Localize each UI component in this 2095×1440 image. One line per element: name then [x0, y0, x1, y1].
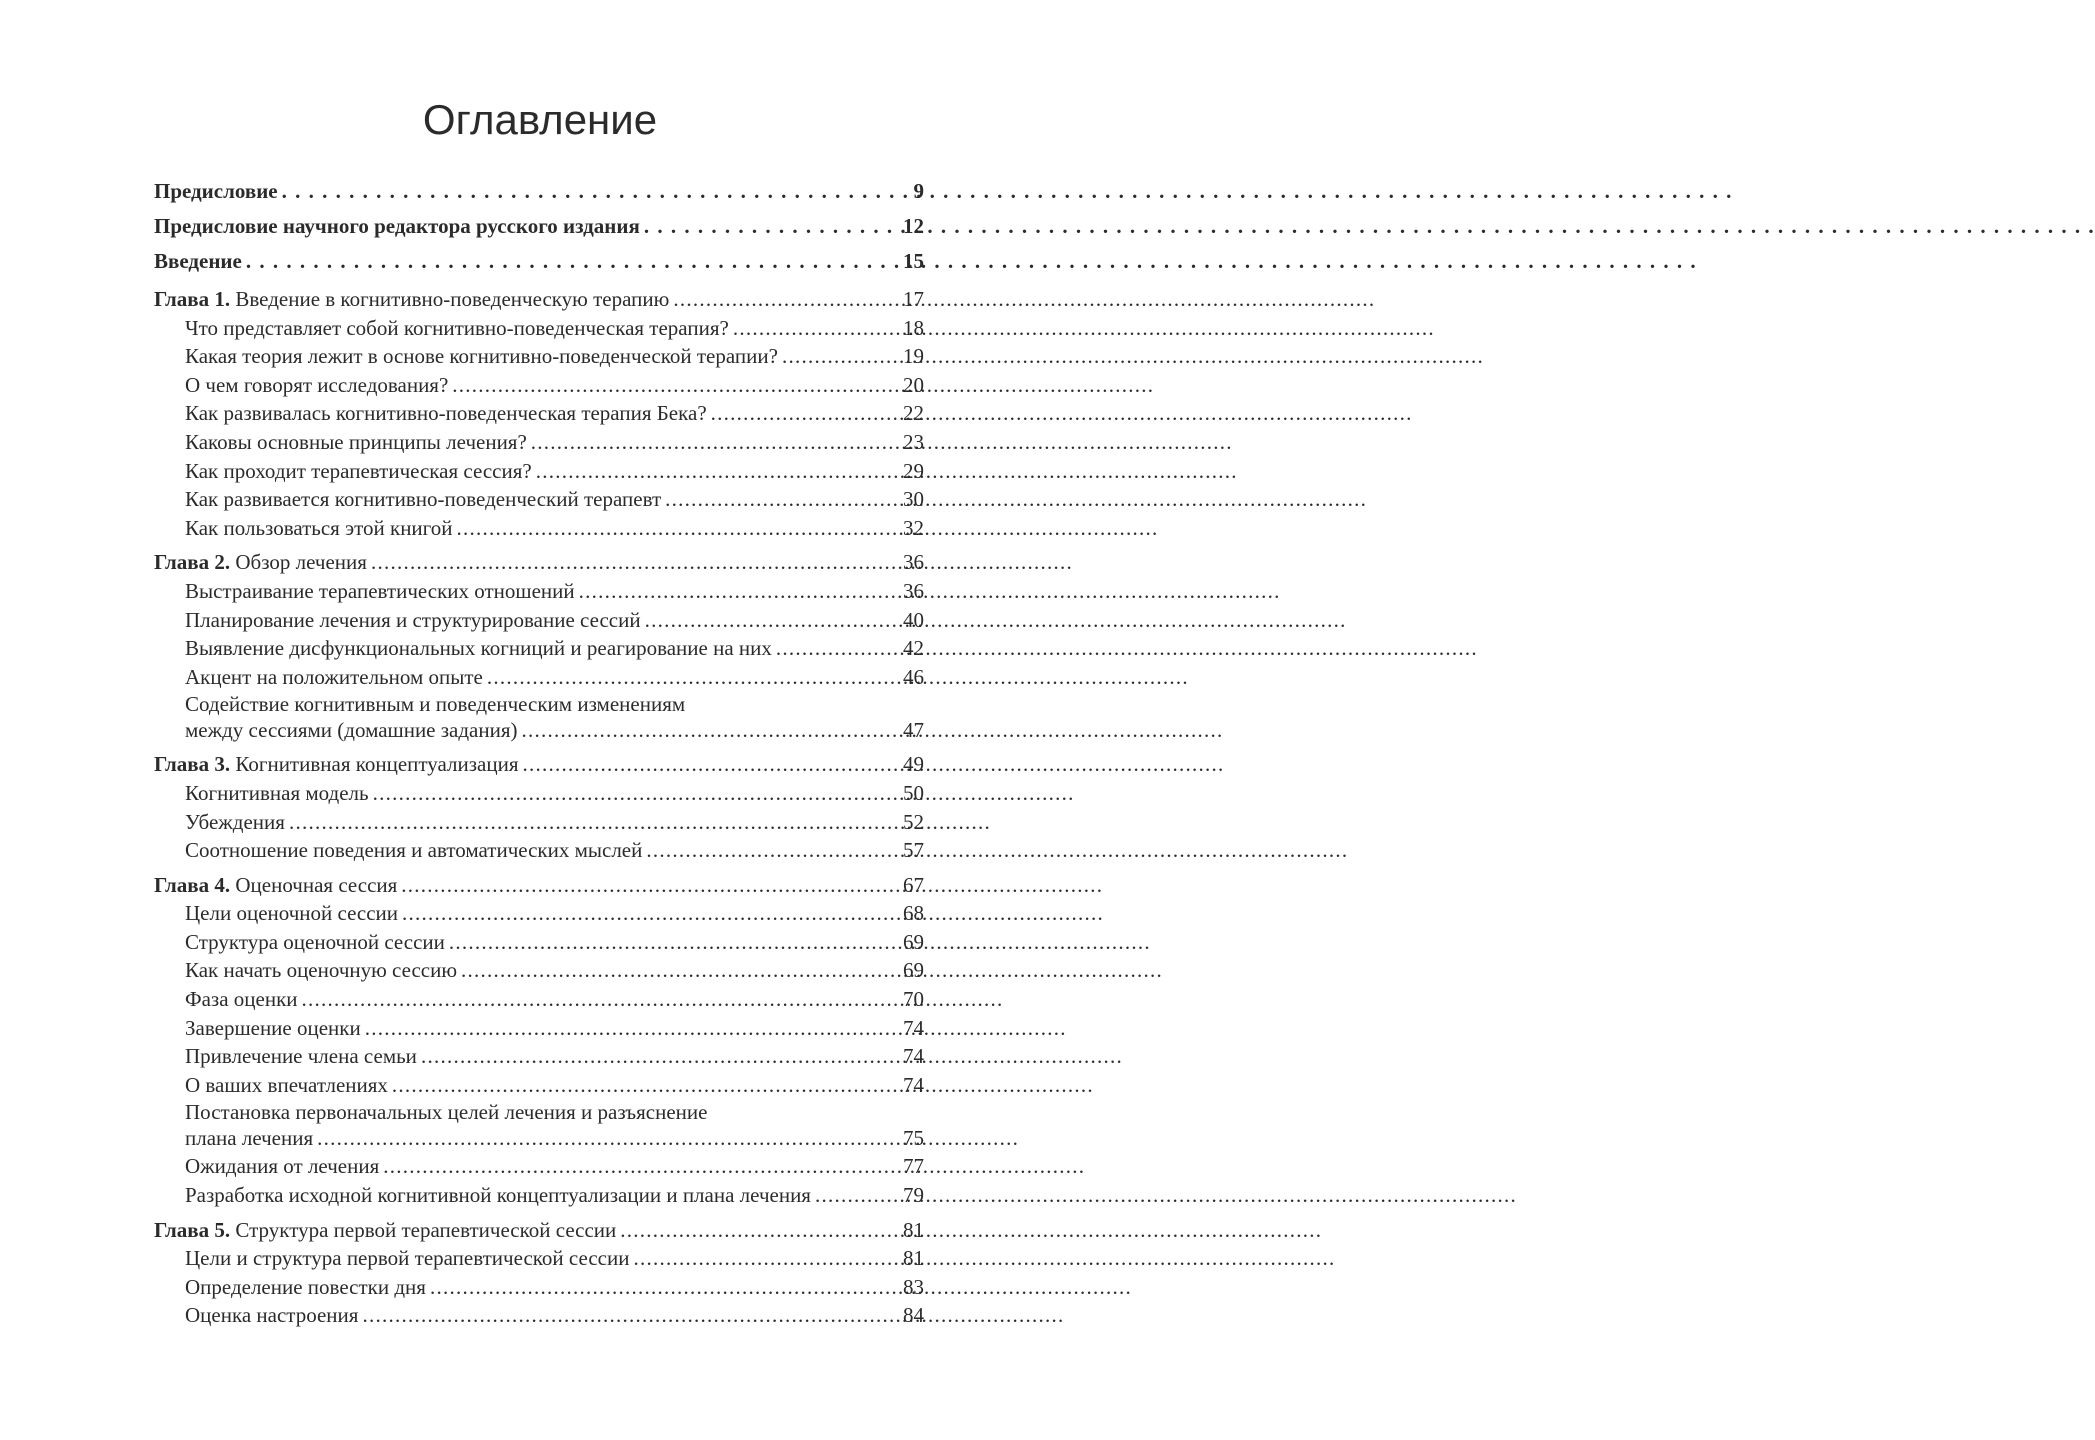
toc-entry-label [185, 428, 527, 457]
page-number: 36 [903, 550, 924, 575]
toc-entry-label [185, 1042, 417, 1071]
toc-entry-label [185, 808, 285, 837]
toc-section-entry[interactable] [154, 371, 924, 400]
toc-entry-label [185, 1273, 426, 1302]
dot-leader [362, 1301, 899, 1330]
page-number: 15 [903, 249, 924, 273]
toc-entry-label [185, 457, 532, 486]
dot-leader [646, 836, 899, 865]
dot-leader [317, 1125, 899, 1152]
toc-entry-title: Фаза оценки [185, 987, 298, 1012]
dot-leader [457, 514, 899, 543]
page-number: 50 [903, 780, 924, 805]
toc-entry-title: Привлечение члена семьи [185, 1044, 417, 1069]
toc-entry-title: Обзор лечения [235, 550, 367, 575]
page-number: 68 [903, 901, 924, 926]
toc-entry-title: Какая теория лежит в основе когнитивно-поведенческой терапии? [185, 344, 778, 369]
dot-leader [383, 1152, 899, 1181]
toc-entry-label [185, 485, 661, 514]
toc-entry-title: Цели и структура первой терапевтической сессии [185, 1246, 630, 1271]
toc-entry-title: Оценочная сессия [235, 872, 398, 897]
dot-leader [302, 985, 899, 1014]
page-number: 77 [903, 1154, 924, 1179]
dot-leader [531, 428, 899, 457]
toc-section-entry[interactable] [154, 457, 924, 486]
toc-entry-label [185, 1181, 811, 1210]
dot-leader [665, 485, 899, 514]
page-number: 46 [903, 664, 924, 689]
page-number: 70 [903, 987, 924, 1012]
dot-leader [815, 1181, 899, 1210]
toc-entry-label [185, 717, 518, 744]
dot-leader [452, 371, 899, 400]
toc-section-entry[interactable] [154, 342, 924, 371]
toc-entry-label [185, 342, 778, 371]
toc-entry-label [185, 899, 398, 928]
toc-entry-title: Каковы основные принципы лечения? [185, 429, 527, 454]
toc-entry-title: Когнитивная модель [185, 780, 369, 805]
toc-chapter-entry[interactable] [154, 1216, 924, 1245]
chapter-number: Глава 4. [154, 872, 231, 897]
table-of-contents [154, 174, 924, 1330]
page-number: 12 [903, 214, 924, 238]
dot-leader [392, 1071, 899, 1100]
page-number: 79 [903, 1183, 924, 1208]
page-number: 74 [903, 1072, 924, 1097]
toc-section-entry[interactable] [154, 836, 924, 865]
page-number: 81 [903, 1217, 924, 1242]
toc-section-entry[interactable] [154, 314, 924, 343]
toc-entry-label [185, 663, 483, 692]
toc-entry-title: плана лечения [185, 1126, 314, 1151]
toc-section-entry[interactable] [154, 1014, 924, 1043]
toc-entry-title: Как пользоваться этой книгой [185, 515, 453, 540]
dot-leader [782, 342, 899, 371]
toc-entry-first-line: Постановка первоначальных целей лечения и разъяснение [185, 1100, 708, 1125]
toc-entry-label [185, 314, 729, 343]
toc-entry-label [185, 956, 457, 985]
toc-entry-title: Введение [154, 249, 242, 273]
page-number: 40 [903, 607, 924, 632]
toc-entry-label [185, 836, 642, 865]
dot-leader [673, 285, 895, 314]
chapter-number: Глава 2. [154, 550, 231, 575]
toc-entry-label [154, 1216, 616, 1245]
chapter-number: Глава 1. [154, 287, 231, 311]
toc-entry-label [185, 606, 641, 635]
dot-leader [402, 899, 899, 928]
page-number: 69 [903, 929, 924, 954]
toc-entry-title: О ваших впечатлениях [185, 1072, 388, 1097]
toc-entry-label [154, 871, 397, 900]
page-number: 36 [903, 578, 924, 603]
toc-entry-label [185, 1301, 358, 1330]
toc-entry-label [154, 750, 519, 779]
toc-entry-label [185, 371, 448, 400]
toc-chapter-entry[interactable] [154, 871, 924, 900]
page-number: 84 [903, 1303, 924, 1328]
toc-section-entry[interactable] [154, 899, 924, 928]
toc-entry-label [185, 577, 575, 606]
dot-leader [644, 209, 899, 244]
page-number: 19 [903, 344, 924, 369]
toc-section-entry[interactable] [154, 779, 924, 808]
page-number: 81 [903, 1246, 924, 1271]
toc-entry-title: Выявление дисфункциональных когниций и реагирование на них [185, 636, 772, 661]
toc-section-entry[interactable] [154, 514, 924, 543]
dot-leader [371, 548, 895, 577]
page-title: Оглавление [422, 96, 658, 143]
toc-section-entry[interactable] [154, 1071, 924, 1100]
page-number: 67 [903, 872, 924, 897]
toc-entry-label [185, 779, 369, 808]
toc-section-entry[interactable] [154, 985, 924, 1014]
chapter-number: Глава 3. [154, 752, 231, 777]
toc-entry-title: Как развивается когнитивно-поведенческий терапевт [185, 487, 662, 512]
toc-entry-label [185, 1125, 313, 1152]
page-number: 30 [903, 487, 924, 512]
page-number: 22 [903, 401, 924, 426]
dot-leader [449, 928, 899, 957]
toc-section-entry[interactable] [154, 399, 924, 428]
page-number: 29 [903, 458, 924, 483]
toc-top-entry[interactable] [154, 209, 924, 244]
toc-section-entry[interactable] [154, 577, 924, 606]
toc-section-entry[interactable] [154, 485, 924, 514]
toc-section-entry[interactable] [154, 1152, 924, 1181]
toc-section-entry[interactable] [154, 1181, 924, 1210]
dot-leader [733, 314, 899, 343]
dot-leader [365, 1014, 899, 1043]
dot-leader [633, 1244, 899, 1273]
dot-leader [430, 1273, 899, 1302]
toc-section-entry[interactable] [154, 1301, 924, 1330]
toc-section-entry[interactable] [154, 717, 924, 744]
toc-entry-label [185, 634, 772, 663]
toc-section-entry[interactable] [154, 928, 924, 957]
page-number: 57 [903, 838, 924, 863]
dot-leader [645, 606, 899, 635]
dot-leader [522, 717, 899, 744]
toc-section-entry[interactable] [154, 1273, 924, 1302]
dot-leader [711, 399, 899, 428]
page-number: 52 [903, 809, 924, 834]
toc-entry-title: Структура оценочной сессии [185, 929, 445, 954]
toc-entry-label [154, 209, 640, 244]
dot-leader [579, 577, 899, 606]
toc-entry-title: Когнитивная концептуализация [235, 752, 519, 777]
toc-entry-title: Убеждения [185, 809, 285, 834]
toc-entry-first-line: Содействие когнитивным и поведенческим изменениям [185, 692, 686, 717]
toc-entry-label [185, 1014, 361, 1043]
toc-section-entry[interactable] [154, 808, 924, 837]
toc-entry-title: Ожидания от лечения [185, 1154, 380, 1179]
dot-leader [289, 808, 899, 837]
toc-section-entry[interactable] [154, 1125, 924, 1152]
toc-entry-title: Оценка настроения [185, 1303, 359, 1328]
page-number: 18 [903, 315, 924, 340]
toc-top-entry[interactable] [154, 174, 924, 209]
toc-entry-title: Что представляет собой когнитивно-поведенческая терапия? [185, 315, 729, 340]
dot-leader [421, 1042, 899, 1071]
page-number: 23 [903, 429, 924, 454]
toc-entry-title: Акцент на положительном опыте [185, 664, 483, 689]
dot-leader [620, 1216, 895, 1245]
page-number: 74 [903, 1044, 924, 1069]
toc-entry-label [185, 928, 445, 957]
toc-section-entry[interactable] [154, 1042, 924, 1071]
dot-leader [523, 750, 896, 779]
toc-entry-title: Предисловие научного редактора русского издания [154, 214, 640, 238]
page-number: 17 [903, 287, 924, 311]
toc-entry-title: Выстраивание терапевтических отношений [185, 578, 575, 603]
toc-entry-label [154, 244, 242, 279]
toc-entry-label [185, 399, 707, 428]
toc-entry-label [185, 1244, 629, 1273]
toc-entry-title: Разработка исходной когнитивной концептуализации и плана лечения [185, 1183, 811, 1208]
toc-entry-title: между сессиями (домашние задания) [185, 718, 518, 743]
chapter-number: Глава 5. [154, 1217, 231, 1242]
dot-leader [461, 956, 899, 985]
toc-entry-title: Введение в когнитивно-поведенческую терапию [235, 287, 670, 311]
toc-entry-label [185, 1152, 379, 1181]
page-number: 75 [903, 1126, 924, 1151]
toc-entry-title: Завершение оценки [185, 1015, 361, 1040]
toc-entry-title: Как начать оценочную сессию [185, 958, 458, 983]
page-number: 20 [903, 372, 924, 397]
toc-entry-label [185, 985, 298, 1014]
toc-top-entry[interactable] [154, 244, 924, 279]
page-number: 9 [913, 179, 924, 203]
toc-section-entry[interactable] [154, 663, 924, 692]
toc-entry-title: Как проходит терапевтическая сессия? [185, 458, 532, 483]
toc-section-entry[interactable] [154, 428, 924, 457]
toc-section-entry[interactable] [154, 1244, 924, 1273]
page-number: 74 [903, 1015, 924, 1040]
toc-section-entry[interactable] [154, 606, 924, 635]
dot-leader [487, 663, 899, 692]
toc-chapter-entry[interactable] [154, 285, 924, 314]
toc-section-entry[interactable] [154, 634, 924, 663]
toc-entry-title: Как развивалась когнитивно-поведенческая терапия Бека? [185, 401, 707, 426]
page-number: 49 [903, 752, 924, 777]
toc-entry-title: Соотношение поведения и автоматических мыслей [185, 838, 643, 863]
toc-entry-label [154, 548, 367, 577]
toc-entry-label [185, 514, 453, 543]
toc-chapter-entry[interactable] [154, 750, 924, 779]
page-number: 42 [903, 636, 924, 661]
toc-section-entry[interactable] [154, 956, 924, 985]
toc-entry-label [154, 285, 669, 314]
toc-entry-label [185, 1071, 388, 1100]
dot-leader [401, 871, 895, 900]
toc-entry-label [154, 174, 278, 209]
dot-leader [536, 457, 899, 486]
toc-chapter-entry[interactable] [154, 548, 924, 577]
dot-leader [373, 779, 899, 808]
page-number: 32 [903, 515, 924, 540]
page-number: 83 [903, 1274, 924, 1299]
dot-leader [246, 244, 899, 279]
toc-entry-title: Планирование лечения и структурирование сессий [185, 607, 641, 632]
toc-entry-title: Определение повестки дня [185, 1274, 426, 1299]
toc-entry-title: Предисловие [154, 179, 278, 203]
dot-leader [776, 634, 899, 663]
page-number: 69 [903, 958, 924, 983]
toc-entry-title: Цели оценочной сессии [185, 901, 399, 926]
toc-entry-title: Структура первой терапевтической сессии [235, 1217, 617, 1242]
page-number: 47 [903, 718, 924, 743]
toc-entry-title: О чем говорят исследования? [185, 372, 449, 397]
dot-leader [282, 174, 910, 209]
